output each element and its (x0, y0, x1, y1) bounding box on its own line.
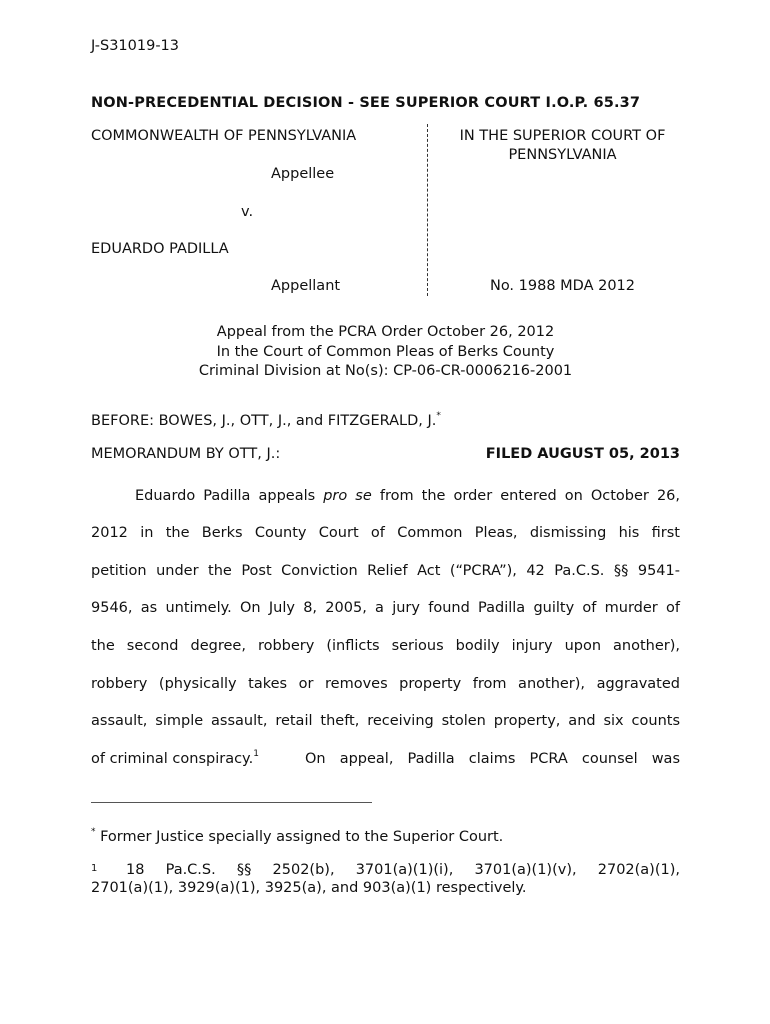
body-line-1-start: Eduardo Padilla appeals (135, 488, 324, 504)
body-line-5: the second degree, robbery (inflicts serious bodily injury upon another), (91, 638, 680, 654)
footnote-1-ref: 1 (253, 749, 259, 760)
before-footnote-mark: * (436, 411, 441, 422)
body-line-6: robbery (physically takes or removes property from another), aggravated (91, 676, 680, 692)
footnote-1-line1: 18 Pa.C.S. §§ 2502(b), 3701(a)(1)(i), 3701(a)(1)(v), 2702(a)(1), (126, 862, 680, 878)
body-line-1 (135, 488, 680, 504)
caption-party1: COMMONWEALTH OF PENNSYLVANIA (91, 128, 357, 144)
body-line-4: 9546, as untimely. On July 8, 2005, a jury found Padilla guilty of murder of (91, 600, 680, 616)
footnote-1-line2: 2701(a)(1), 3929(a)(1), 3925(a), and 903(a)(1) respectively. (91, 880, 527, 896)
court-name-line1: IN THE SUPERIOR COURT OF (459, 128, 666, 144)
body-line-8 (91, 751, 680, 767)
filed-date: FILED AUGUST 05, 2013 (485, 446, 680, 462)
footnote-1: $^1$ 18 Pa.C.S. §§ 2502(b), 3701(a)(1)(i), 3701(a)(1)(v), 2702(a)(1), 2701(a)(1), 3929(a)(1), 3925(a), and 903(a)(1) respectively. (91, 862, 680, 896)
appeal-line2: In the Court of Common Pleas of Berks County (216, 344, 555, 360)
before-panel (91, 413, 441, 429)
footnote-star (91, 829, 503, 845)
caption-divider (427, 124, 428, 296)
footnote-rule (91, 802, 372, 803)
docket-id: J-S31019-13 (91, 38, 180, 54)
body-italic-pro-se: pro se (323, 488, 372, 504)
court-name-line2: PENNSYLVANIA (508, 147, 617, 163)
caption-party1-role: Appellee (271, 166, 335, 182)
caption-party2-role: Appellant (271, 278, 341, 294)
body-line-8-end: On appeal, Padilla claims PCRA counsel was (305, 751, 680, 767)
body-line-1-end: from the order entered on October 26, (371, 488, 681, 504)
docket-number: No. 1988 MDA 2012 (489, 278, 636, 294)
non-precedential-heading: NON-PRECEDENTIAL DECISION - SEE SUPERIOR COURT I.O.P. 65.37 (91, 95, 641, 111)
memorandum-author: MEMORANDUM BY OTT, J.: (91, 446, 281, 462)
body-line-3: petition under the Post Conviction Relief Act (“PCRA”), 42 Pa.C.S. §§ 9541- (91, 563, 680, 579)
caption-versus: v. (241, 204, 254, 220)
before-text: BEFORE: BOWES, J., OTT, J., and FITZGERALD, J. (91, 413, 437, 429)
body-line-7: assault, simple assault, retail theft, receiving stolen property, and six counts (91, 713, 680, 729)
caption-party2: EDUARDO PADILLA (91, 241, 229, 257)
body-line-8-text: of criminal conspiracy. (91, 751, 254, 767)
appeal-line1: Appeal from the PCRA Order October 26, 2012 (216, 324, 555, 340)
footnote-star-mark: * (91, 827, 96, 838)
appeal-line3: Criminal Division at No(s): CP-06-CR-0006216-2001 (198, 363, 573, 379)
body-line-2: 2012 in the Berks County Court of Common Pleas, dismissing his first (91, 525, 680, 541)
body-line-8-start (91, 751, 259, 767)
footnote-star-text: Former Justice specially assigned to the Superior Court. (100, 829, 504, 845)
